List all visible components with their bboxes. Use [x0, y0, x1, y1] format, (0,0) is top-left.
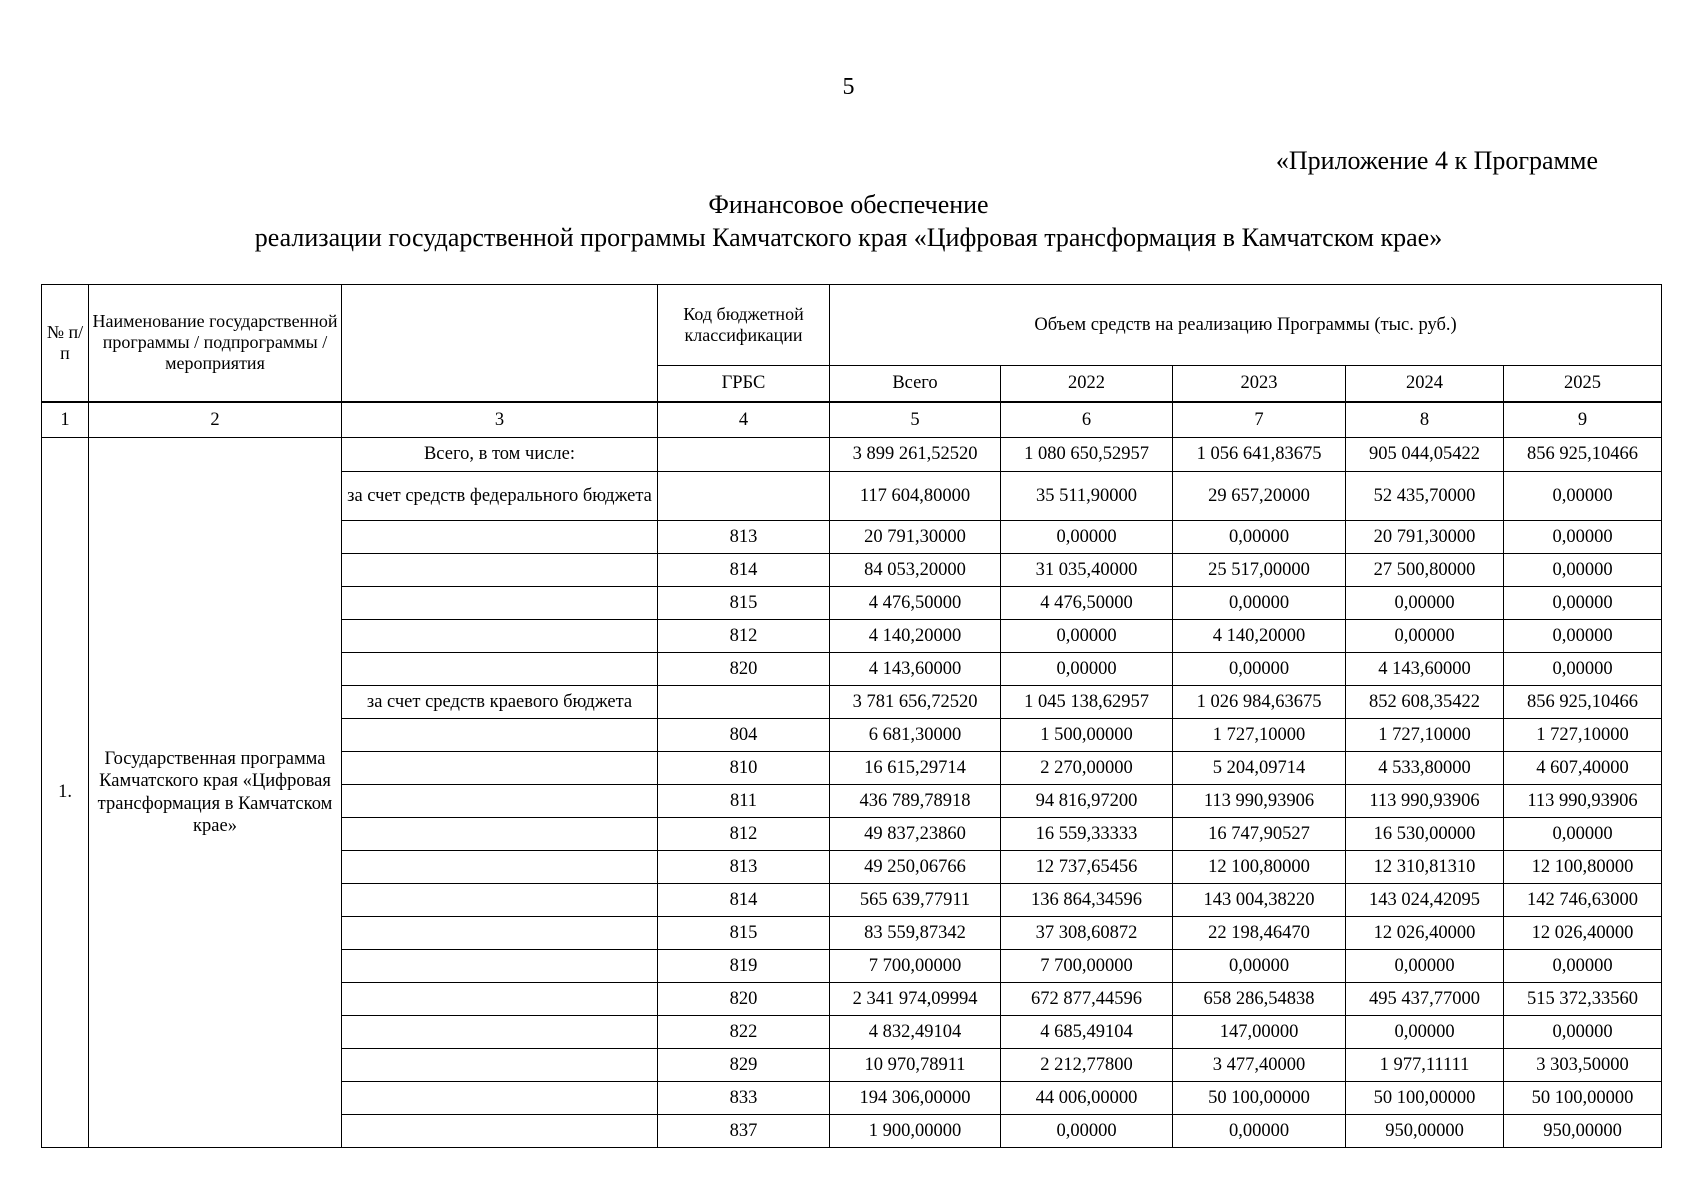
total-cell: 2 341 974,09994 [830, 983, 1001, 1016]
funding-source-cell [342, 521, 658, 554]
total-cell: 436 789,78918 [830, 785, 1001, 818]
year-2025-cell: 113 990,93906 [1504, 785, 1662, 818]
grbs-code-cell: 819 [658, 950, 830, 983]
header-row [42, 285, 1662, 366]
appendix-label: «Приложение 4 к Программе [1275, 146, 1598, 175]
year-2024-cell: 143 024,42095 [1346, 884, 1504, 917]
funding-source-cell [342, 785, 658, 818]
year-2022-cell: 1 080 650,52957 [1001, 438, 1173, 472]
grbs-code-cell: 812 [658, 620, 830, 653]
total-cell: 4 143,60000 [830, 653, 1001, 686]
header-source [342, 285, 658, 402]
total-cell: 16 615,29714 [830, 752, 1001, 785]
grbs-code-cell: 820 [658, 983, 830, 1016]
year-2023-cell: 3 477,40000 [1173, 1049, 1346, 1082]
year-2022-cell: 0,00000 [1001, 521, 1173, 554]
year-2022-cell: 672 877,44596 [1001, 983, 1173, 1016]
total-cell: 10 970,78911 [830, 1049, 1001, 1082]
funding-source-cell [342, 653, 658, 686]
year-2023-cell: 1 727,10000 [1173, 719, 1346, 752]
year-2022-cell: 31 035,40000 [1001, 554, 1173, 587]
year-2025-cell: 0,00000 [1504, 653, 1662, 686]
grbs-code-cell: 810 [658, 752, 830, 785]
item-number: 1. [42, 438, 89, 1148]
year-2023-cell: 147,00000 [1173, 1016, 1346, 1049]
column-numbers-row [42, 402, 1662, 438]
header-2025: 2025 [1504, 366, 1662, 402]
table-row [42, 438, 1662, 472]
year-2025-cell: 0,00000 [1504, 521, 1662, 554]
year-2022-cell: 7 700,00000 [1001, 950, 1173, 983]
year-2024-cell: 852 608,35422 [1346, 686, 1504, 719]
year-2023-cell: 12 100,80000 [1173, 851, 1346, 884]
column-number: 8 [1346, 402, 1504, 438]
year-2022-cell: 0,00000 [1001, 653, 1173, 686]
grbs-code-cell: 814 [658, 884, 830, 917]
column-number: 1 [42, 402, 89, 438]
year-2023-cell: 25 517,00000 [1173, 554, 1346, 587]
year-2025-cell: 3 303,50000 [1504, 1049, 1662, 1082]
year-2024-cell: 4 143,60000 [1346, 653, 1504, 686]
year-2025-cell: 12 026,40000 [1504, 917, 1662, 950]
year-2025-cell: 856 925,10466 [1504, 686, 1662, 719]
grbs-code-cell: 811 [658, 785, 830, 818]
grbs-code-cell: 820 [658, 653, 830, 686]
page-number: 5 [842, 74, 855, 100]
funding-source-cell [342, 620, 658, 653]
total-cell: 20 791,30000 [830, 521, 1001, 554]
total-cell: 194 306,00000 [830, 1082, 1001, 1115]
grbs-code-cell: 814 [658, 554, 830, 587]
funding-source-cell [342, 884, 658, 917]
year-2023-cell: 0,00000 [1173, 521, 1346, 554]
year-2023-cell: 0,00000 [1173, 950, 1346, 983]
total-cell: 4 832,49104 [830, 1016, 1001, 1049]
column-number: 7 [1173, 402, 1346, 438]
total-cell: 1 900,00000 [830, 1115, 1001, 1148]
header-volume: Объем средств на реализацию Программы (тыс. руб.) [830, 285, 1662, 366]
year-2023-cell: 16 747,90527 [1173, 818, 1346, 851]
grbs-code-cell: 804 [658, 719, 830, 752]
year-2024-cell: 52 435,70000 [1346, 472, 1504, 521]
year-2022-cell: 37 308,60872 [1001, 917, 1173, 950]
year-2023-cell: 29 657,20000 [1173, 472, 1346, 521]
year-2025-cell: 0,00000 [1504, 818, 1662, 851]
year-2025-cell: 950,00000 [1504, 1115, 1662, 1148]
column-number: 6 [1001, 402, 1173, 438]
total-cell: 565 639,77911 [830, 884, 1001, 917]
funding-source-cell [342, 818, 658, 851]
total-cell: 117 604,80000 [830, 472, 1001, 521]
year-2025-cell: 4 607,40000 [1504, 752, 1662, 785]
year-2025-cell: 142 746,63000 [1504, 884, 1662, 917]
year-2025-cell: 0,00000 [1504, 1016, 1662, 1049]
year-2022-cell: 1 045 138,62957 [1001, 686, 1173, 719]
year-2022-cell: 94 816,97200 [1001, 785, 1173, 818]
total-cell: 6 681,30000 [830, 719, 1001, 752]
year-2024-cell: 1 977,11111 [1346, 1049, 1504, 1082]
grbs-code-cell: 815 [658, 917, 830, 950]
grbs-code-cell: 822 [658, 1016, 830, 1049]
grbs-code-cell: 815 [658, 587, 830, 620]
header-2023: 2023 [1173, 366, 1346, 402]
document-title: Финансовое обеспечение [708, 190, 989, 219]
grbs-code-cell: 837 [658, 1115, 830, 1148]
column-number: 2 [89, 402, 342, 438]
year-2025-cell: 12 100,80000 [1504, 851, 1662, 884]
funding-source-cell [342, 719, 658, 752]
year-2025-cell: 515 372,33560 [1504, 983, 1662, 1016]
year-2023-cell: 1 056 641,83675 [1173, 438, 1346, 472]
document-subtitle: реализации государственной программы Камчатского края «Цифровая трансформация в Камчатском крае» [254, 223, 1443, 252]
total-cell: 4 476,50000 [830, 587, 1001, 620]
total-cell: 49 837,23860 [830, 818, 1001, 851]
year-2023-cell: 22 198,46470 [1173, 917, 1346, 950]
funding-source-cell: за счет средств федерального бюджета [342, 472, 658, 521]
year-2022-cell: 4 476,50000 [1001, 587, 1173, 620]
program-name: Государственная программа Камчатского края «Цифровая трансформация в Камчатском крае» [89, 438, 342, 1148]
funding-source-cell [342, 950, 658, 983]
year-2024-cell: 113 990,93906 [1346, 785, 1504, 818]
year-2022-cell: 35 511,90000 [1001, 472, 1173, 521]
year-2024-cell: 0,00000 [1346, 1016, 1504, 1049]
grbs-code-cell [658, 686, 830, 719]
year-2023-cell: 658 286,54838 [1173, 983, 1346, 1016]
funding-source-cell: Всего, в том числе: [342, 438, 658, 472]
header-name: Наименование государственной программы / подпрограммы / мероприятия [89, 285, 342, 402]
year-2022-cell: 1 500,00000 [1001, 719, 1173, 752]
funding-source-cell [342, 1082, 658, 1115]
grbs-code-cell [658, 438, 830, 472]
header-num: № п/п [42, 285, 89, 402]
year-2024-cell: 905 044,05422 [1346, 438, 1504, 472]
column-number: 3 [342, 402, 658, 438]
year-2024-cell: 495 437,77000 [1346, 983, 1504, 1016]
total-cell: 7 700,00000 [830, 950, 1001, 983]
year-2022-cell: 16 559,33333 [1001, 818, 1173, 851]
year-2023-cell: 0,00000 [1173, 653, 1346, 686]
total-cell: 83 559,87342 [830, 917, 1001, 950]
year-2024-cell: 0,00000 [1346, 587, 1504, 620]
year-2024-cell: 50 100,00000 [1346, 1082, 1504, 1115]
year-2024-cell: 16 530,00000 [1346, 818, 1504, 851]
header-2022: 2022 [1001, 366, 1173, 402]
total-cell: 3 781 656,72520 [830, 686, 1001, 719]
funding-source-cell [342, 917, 658, 950]
grbs-code-cell: 829 [658, 1049, 830, 1082]
grbs-code-cell: 812 [658, 818, 830, 851]
year-2023-cell: 1 026 984,63675 [1173, 686, 1346, 719]
funding-source-cell [342, 983, 658, 1016]
funding-source-cell [342, 1016, 658, 1049]
funding-source-cell [342, 1049, 658, 1082]
year-2025-cell: 50 100,00000 [1504, 1082, 1662, 1115]
year-2024-cell: 1 727,10000 [1346, 719, 1504, 752]
header-grbs: ГРБС [658, 366, 830, 402]
header-2024: 2024 [1346, 366, 1504, 402]
year-2023-cell: 143 004,38220 [1173, 884, 1346, 917]
year-2022-cell: 2 212,77800 [1001, 1049, 1173, 1082]
funding-source-cell [342, 554, 658, 587]
total-cell: 4 140,20000 [830, 620, 1001, 653]
year-2022-cell: 136 864,34596 [1001, 884, 1173, 917]
year-2023-cell: 4 140,20000 [1173, 620, 1346, 653]
year-2025-cell: 0,00000 [1504, 554, 1662, 587]
year-2025-cell: 0,00000 [1504, 587, 1662, 620]
year-2024-cell: 950,00000 [1346, 1115, 1504, 1148]
year-2025-cell: 0,00000 [1504, 950, 1662, 983]
year-2022-cell: 2 270,00000 [1001, 752, 1173, 785]
funding-source-cell [342, 752, 658, 785]
year-2025-cell: 856 925,10466 [1504, 438, 1662, 472]
year-2025-cell: 0,00000 [1504, 472, 1662, 521]
funding-source-cell [342, 851, 658, 884]
grbs-code-cell: 833 [658, 1082, 830, 1115]
total-cell: 3 899 261,52520 [830, 438, 1001, 472]
column-number: 9 [1504, 402, 1662, 438]
column-number: 4 [658, 402, 830, 438]
year-2025-cell: 0,00000 [1504, 620, 1662, 653]
total-cell: 84 053,20000 [830, 554, 1001, 587]
year-2025-cell: 1 727,10000 [1504, 719, 1662, 752]
year-2023-cell: 0,00000 [1173, 1115, 1346, 1148]
grbs-code-cell: 813 [658, 521, 830, 554]
year-2024-cell: 12 026,40000 [1346, 917, 1504, 950]
funding-source-cell: за счет средств краевого бюджета [342, 686, 658, 719]
year-2024-cell: 0,00000 [1346, 950, 1504, 983]
header-code: Код бюджетной классификации [658, 285, 830, 366]
column-number: 5 [830, 402, 1001, 438]
year-2023-cell: 113 990,93906 [1173, 785, 1346, 818]
year-2024-cell: 0,00000 [1346, 620, 1504, 653]
total-cell: 49 250,06766 [830, 851, 1001, 884]
year-2022-cell: 44 006,00000 [1001, 1082, 1173, 1115]
funding-source-cell [342, 1115, 658, 1148]
year-2024-cell: 12 310,81310 [1346, 851, 1504, 884]
year-2022-cell: 0,00000 [1001, 620, 1173, 653]
year-2022-cell: 4 685,49104 [1001, 1016, 1173, 1049]
year-2023-cell: 50 100,00000 [1173, 1082, 1346, 1115]
year-2022-cell: 0,00000 [1001, 1115, 1173, 1148]
year-2024-cell: 27 500,80000 [1346, 554, 1504, 587]
funding-source-cell [342, 587, 658, 620]
header-total: Всего [830, 366, 1001, 402]
year-2022-cell: 12 737,65456 [1001, 851, 1173, 884]
year-2023-cell: 0,00000 [1173, 587, 1346, 620]
year-2024-cell: 4 533,80000 [1346, 752, 1504, 785]
grbs-code-cell: 813 [658, 851, 830, 884]
grbs-code-cell [658, 472, 830, 521]
financing-table [41, 284, 1662, 1148]
year-2023-cell: 5 204,09714 [1173, 752, 1346, 785]
year-2024-cell: 20 791,30000 [1346, 521, 1504, 554]
